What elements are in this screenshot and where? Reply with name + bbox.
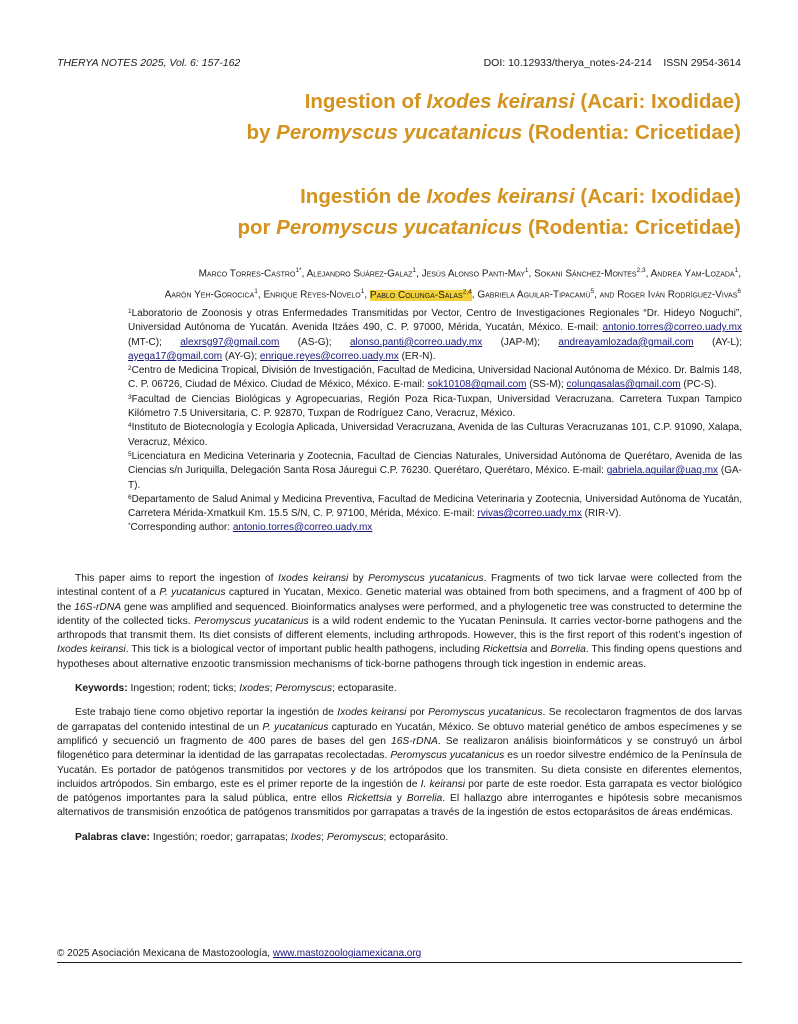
affiliation-5: $^5$Licenciatura en Medicina Veterinaria y Zootecnia, Facultad de Ciencias Naturales, Universidad Autónoma de Querétaro, Avenida de las Ciencias s/n Juriquilla, Delegación Santa Rosa Jáuregui C.P. 76230. Querétaro, Querétaro, México. E-mail: gabriela.aguilar@uaq.mx (GA-T). xyxy=(128,450,743,491)
keywords-english: Keywords: Ingestion; rodent; ticks; Ixodes; Peromyscus; ectoparasite. xyxy=(75,683,397,695)
email-link[interactable]: antonio.torres@correo.uady.mx xyxy=(232,522,373,534)
author-line-1: Marco Torres-Castro$^{1*}$, Alejandro Suárez-Galaz$^1$, Jesús Alonso Panti-May$^1$, Sokani Sánchez-Montes$^{2,3}$, Andrea Yam-Lozada$^1$, xyxy=(198,267,741,280)
affiliation-2: $^2$Centro de Medicina Tropical, División de Investigación, Facultad de Medicina, Universidad Nacional Autónoma de México. Dr. Balmis 148, C. P. 06726, Ciudad de México. Ciudad de México, México. E-mail: sok10108@gmail.com (SS-M); colungasalas@gmail.com (PC-S). xyxy=(128,365,742,391)
affiliation-1: $^1$Laboratorio de Zoonosis y otras Enfermedades Transmitidas por Vector, Centro de Investigaciones Regionales “Dr. Hideyo Noguchi”, Universidad Autónoma de Yucatán. Avenida Itzáes 490, C. P. 97000, Mérida, Yucatán, México. E-mail: antonio.torres@correo.uady.mx (MT-C); alexrsg97@gmail.com (AS-G); alonso.panti@correo.uady.mx (JAP-M); andreayamlozada@gmail.com (AY-L); ayega17@gmail.com (AY-G); enrique.reyes@correo.uady.mx (ER-N). xyxy=(128,308,743,362)
author-list xyxy=(41,262,741,305)
doi-issn xyxy=(484,57,741,69)
email-link[interactable]: antonio.torres@correo.uady.mx xyxy=(602,322,742,334)
corresponding-author: *Corresponding author: antonio.torres@correo.uady.mx xyxy=(128,522,373,534)
highlighted-author: Pablo Colunga-Salas$^{2,4}$ xyxy=(369,288,472,301)
abstracts xyxy=(57,572,742,855)
email-link[interactable]: enrique.reyes@correo.uady.mx xyxy=(259,350,399,362)
keywords-spanish: Palabras clave: Ingestión; roedor; garrapatas; Ixodes; Peromyscus; ectoparásito. xyxy=(75,831,449,843)
email-link[interactable]: gabriela.aguilar@uaq.mx xyxy=(606,465,719,477)
title-english: Ingestion of Ixodes keiransi (Acari: Ixodidae) by Peromyscus yucatanicus (Rodentia: Cricetidae) xyxy=(246,90,741,144)
affiliation-4: $^4$Instituto de Biotecnología y Ecología Aplicada, Universidad Veracruzana, Avenida de las Culturas Veracruzanas 101, C.P. 91090, Xalapa, Veracruz, México. xyxy=(128,422,742,448)
affiliations xyxy=(128,307,742,536)
email-link[interactable]: andreayamlozada@gmail.com xyxy=(558,336,694,348)
affiliation-6: $^6$Departamento de Salud Animal y Medicina Preventiva, Facultad de Medicina Veterinaria y Zootecnia, Universidad Autónoma de Yucatán, Carretera Mérida-Xmatkuil Km. 15.5 S/N, C. P. 97100, Mérida, México. E-mail: rvivas@correo.uady.mx (RIR-V). xyxy=(128,493,742,520)
footer-rule xyxy=(57,962,742,963)
society-website-link[interactable]: www.mastozoologiamexicana.org xyxy=(272,948,422,959)
email-link[interactable]: ayega17@gmail.com xyxy=(128,350,223,362)
email-link[interactable]: alexrsg97@gmail.com xyxy=(180,336,280,348)
footer: © 2025 Asociación Mexicana de Mastozoología, www.mastozoologiamexicana.org xyxy=(57,948,422,959)
abstract-spanish: Este trabajo tiene como objetivo reportar la ingestión de Ixodes keiransi por Peromyscus yucatanicus. Se recolectaron fragmentos de dos larvas de garrapatas del contenido intestinal de un P. yucatanicus capturado en Yucatán, México. Se obtuvo material genético de ambos especímenes y se amplificó y secuenció un fragmento de 400 pares de bases del gen 16S-rDNA. Se realizaron análisis bioinformáticos y se construyó un árbol filogenético para determinar la identidad de las garrapatas recolectadas. Peromyscus yucatanicus es un roedor silvestre endémico de la Península de Yucatán. Es portador de patógenos transmitidos por vectores y de los artrópodos que los transmiten. Su dieta consiste en diferentes elementos, incluidos artrópodos. Sin embargo, este es el primer reporte de la ingestión de I. keiransi por parte de este roedor. Esta garrapata es vector biológico de patógenos importantes para la salud pública, entre ellos Rickettsia y Borrelia. El hallazgo abre interrogantes e hipótesis sobre mecanismos alternativos de transmisión enzoótica de patógenos transmitidos por garrapatas a través de la ingestión de estos ectoparásitos de áreas endémicas. xyxy=(57,707,742,819)
journal-citation: THERYA NOTES 2025, Vol. 6: 157-162 xyxy=(57,57,241,69)
author-line-2: Aarón Yeh-Gorocica$^1$, Enrique Reyes-Novelo$^1$, Pablo Colunga-Salas$^{2,4}$, Gabriela Aguilar-Tipacamú$^5$, and Roger Iván Rodríguez-Vivas$^6$ xyxy=(164,288,741,301)
email-link[interactable]: alonso.panti@correo.uady.mx xyxy=(349,336,483,348)
email-link[interactable]: colungasalas@gmail.com xyxy=(566,379,681,391)
title-spanish: Ingestión de Ixodes keiransi (Acari: Ixodidae) por Peromyscus yucatanicus (Rodentia: Cricetidae) xyxy=(237,185,741,239)
doi[interactable]: DOI: 10.12933/therya_notes-24-214 xyxy=(483,57,652,69)
email-link[interactable]: rvivas@correo.uady.mx xyxy=(477,508,582,520)
abstract-english: This paper aims to report the ingestion of Ixodes keiransi by Peromyscus yucatanicus. Fragments of two tick larvae were collected from the intestinal content of a P. yucatanicus captured in Yucatan, Mexico. Genetic material was obtained from both specimens, and a fragment of 400 bp of the 16S-rDNA gene was amplified and sequenced. Bioinformatics analyses were performed, and a phylogenetic tree was constructed to determine the identity of the collected ticks. Peromyscus yucatanicus is a wild rodent endemic to the Yucatan Peninsula. It carries vector-borne pathogens and the arthropods that transmit them. Its diet consists of different elements, including arthropods. However, this is the first report of this rodent’s ingestion of Ixodes keiransi. This tick is a biological vector of important public health pathogens, including Rickettsia and Borrelia. This finding opens questions and hypotheses about alternative enzootic transmission mechanisms of tick-borne pathogens through tick ingestion in endemic areas. xyxy=(57,573,743,670)
email-link[interactable]: sok10108@gmail.com xyxy=(427,379,527,391)
issn: ISSN 2954-3614 xyxy=(663,57,741,69)
affiliation-3: $^3$Facultad de Ciencias Biológicas y Agropecuarias, Región Poza Rica-Tuxpan, Universidad Veracruzana. Carretera Tuxpan Tampico Kilómetro 7.5 Universitaria, C. P. 92870, Tuxpan de Rodríguez Cano, Veracruz, México. xyxy=(128,393,742,420)
